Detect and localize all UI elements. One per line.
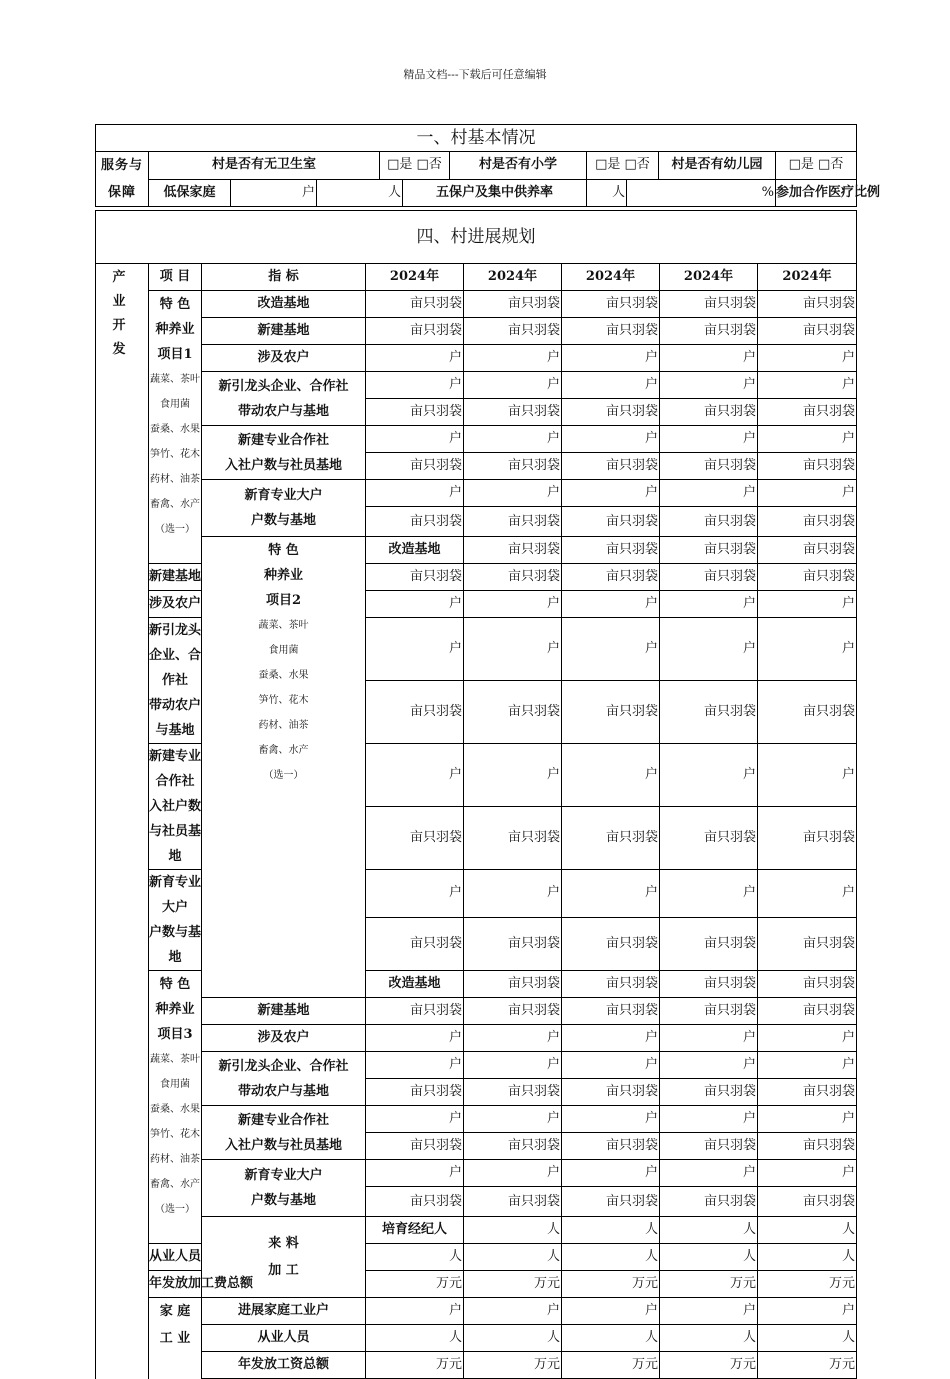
value-cell[interactable]: 亩只羽袋	[562, 1187, 660, 1217]
value-cell[interactable]: 万元	[660, 1352, 758, 1379]
page-header: 精品文档---下载后可任意编辑	[403, 68, 547, 81]
value-cell[interactable]: 人	[660, 1217, 758, 1244]
value-cell[interactable]: 人	[758, 1244, 857, 1271]
value-cell[interactable]: 亩只羽袋	[464, 1187, 562, 1217]
indicator-xinjian: 新建基地	[202, 318, 366, 345]
service-label: 服务与保障	[96, 152, 149, 207]
project-prefix: 特 色	[159, 297, 191, 312]
value-cell[interactable]: 户	[660, 1298, 758, 1325]
value-cell[interactable]: 人	[464, 1244, 562, 1271]
value-cell[interactable]: 户	[562, 591, 660, 618]
value-cell[interactable]: 户	[660, 1052, 758, 1079]
value-cell[interactable]: 亩只羽袋	[758, 917, 857, 970]
value-cell[interactable]: 户	[464, 591, 562, 618]
value-cell[interactable]: 亩只羽袋	[366, 681, 464, 744]
wubao-people[interactable]: 人	[587, 179, 627, 207]
project-category-text: 蚕桑、水果	[258, 670, 309, 681]
value-cell[interactable]: 户	[366, 744, 464, 807]
value-cell[interactable]: 户	[366, 345, 464, 372]
value-cell[interactable]: 亩只羽袋	[758, 1079, 857, 1106]
dibao-households[interactable]: 户	[231, 179, 317, 207]
indicator-column-header: 指 标	[202, 264, 366, 291]
value-cell[interactable]: 亩只羽袋	[464, 291, 562, 318]
value-cell[interactable]: 亩只羽袋	[758, 971, 857, 998]
value-cell[interactable]: 亩只羽袋	[464, 917, 562, 970]
value-cell[interactable]: 亩只羽袋	[366, 291, 464, 318]
value-cell[interactable]: 亩只羽袋	[464, 537, 562, 564]
value-cell[interactable]: 户	[366, 1298, 464, 1325]
value-cell[interactable]: 户	[758, 372, 857, 399]
value-cell[interactable]: 亩只羽袋	[562, 917, 660, 970]
value-cell[interactable]: 亩只羽袋	[366, 1079, 464, 1106]
value-cell[interactable]: 亩只羽袋	[366, 998, 464, 1025]
coop-medical-label: 参加合作医疗比例	[776, 179, 857, 207]
value-cell[interactable]: 亩只羽袋	[366, 507, 464, 537]
value-cell[interactable]: 户	[464, 1298, 562, 1325]
value-cell[interactable]: 亩只羽袋	[660, 1079, 758, 1106]
value-cell[interactable]: 户	[464, 345, 562, 372]
value-cell[interactable]: 亩只羽袋	[366, 1133, 464, 1160]
indicator-processing-fee: 年发放加工费总额	[149, 1271, 202, 1298]
value-cell[interactable]: 户	[758, 480, 857, 507]
value-cell[interactable]: 户	[464, 372, 562, 399]
project-category-text: 畜禽、水产	[258, 745, 309, 756]
value-cell[interactable]: 户	[366, 372, 464, 399]
project-category-text: （选一）	[263, 770, 304, 781]
value-cell[interactable]: 户	[464, 870, 562, 918]
value-cell[interactable]: 户	[660, 426, 758, 453]
value-cell[interactable]: 人	[464, 1325, 562, 1352]
value-cell[interactable]: 户	[660, 372, 758, 399]
value-cell[interactable]: 亩只羽袋	[660, 507, 758, 537]
value-cell[interactable]: 人	[366, 1325, 464, 1352]
clinic-question: 村是否有无卫生室	[149, 152, 380, 180]
value-cell[interactable]: 户	[758, 1025, 857, 1052]
project-category-text: 蔬菜、茶叶	[150, 374, 200, 385]
value-cell[interactable]: 亩只羽袋	[758, 453, 857, 480]
value-cell[interactable]: 亩只羽袋	[758, 807, 857, 870]
value-cell[interactable]: 亩只羽袋	[464, 507, 562, 537]
value-cell[interactable]: 户	[660, 870, 758, 918]
value-cell[interactable]: 亩只羽袋	[366, 453, 464, 480]
indicator-gaizao: 改造基地	[202, 291, 366, 318]
project-type: 种养业	[263, 568, 303, 583]
kindergarten-question: 村是否有幼儿园	[659, 152, 776, 180]
value-cell[interactable]: 亩只羽袋	[660, 537, 758, 564]
basic-section-title: 一、村基本情况	[96, 125, 857, 152]
value-cell[interactable]: 亩只羽袋	[660, 971, 758, 998]
value-cell[interactable]: 亩只羽袋	[660, 564, 758, 591]
value-cell[interactable]: 户	[758, 345, 857, 372]
value-cell[interactable]: 户	[464, 1025, 562, 1052]
value-cell[interactable]: 户	[758, 426, 857, 453]
value-cell[interactable]: 户	[758, 1052, 857, 1079]
value-cell[interactable]: 亩只羽袋	[758, 537, 857, 564]
value-cell[interactable]: 户	[758, 618, 857, 681]
value-cell[interactable]: 亩只羽袋	[464, 998, 562, 1025]
value-cell[interactable]: 户	[562, 480, 660, 507]
value-cell[interactable]: 亩只羽袋	[758, 681, 857, 744]
development-plan-table	[95, 210, 857, 1379]
project-category-text: 蔬菜、茶叶	[258, 620, 309, 631]
value-cell[interactable]: 户	[464, 1052, 562, 1079]
value-cell[interactable]: 人	[660, 1325, 758, 1352]
year-column-header: 2024年	[758, 264, 857, 291]
value-cell[interactable]: 人	[366, 1244, 464, 1271]
value-cell[interactable]: 万元	[464, 1352, 562, 1379]
laoliao-label: 来 料 加 工	[202, 1217, 366, 1298]
indicator-coop: 新建专业合作社 入社户数与社员基地	[202, 1106, 366, 1160]
indicator-xinjian: 新建基地	[149, 564, 202, 591]
jiating-label: 家 庭 工 业	[149, 1298, 202, 1379]
project-category-text: 笋竹、花木	[150, 449, 200, 460]
value-cell[interactable]: 万元	[562, 1271, 660, 1298]
value-cell[interactable]: 万元	[366, 1271, 464, 1298]
indicator-broker: 培育经纪人	[366, 1217, 464, 1244]
indicator-coop: 新建专业合作社 入社户数与社员基地	[202, 426, 366, 480]
project-category-text: （选一）	[155, 524, 195, 535]
value-cell[interactable]: 亩只羽袋	[758, 564, 857, 591]
value-cell[interactable]: 户	[660, 345, 758, 372]
value-cell[interactable]: 人	[660, 1244, 758, 1271]
value-cell[interactable]: 亩只羽袋	[562, 807, 660, 870]
school-question: 村是否有小学	[450, 152, 587, 180]
value-cell[interactable]: 户	[758, 1298, 857, 1325]
indicator-xinjian: 新建基地	[202, 998, 366, 1025]
value-cell[interactable]: 亩只羽袋	[660, 807, 758, 870]
value-cell[interactable]: 亩只羽袋	[562, 564, 660, 591]
dibao-people[interactable]: 人	[317, 179, 403, 207]
indicator-family-households: 进展家庭工业户	[202, 1298, 366, 1325]
value-cell[interactable]: 户	[660, 744, 758, 807]
value-cell[interactable]: 亩只羽袋	[758, 318, 857, 345]
project-name: 项目2	[265, 593, 302, 608]
value-cell[interactable]: 亩只羽袋	[366, 1187, 464, 1217]
value-cell[interactable]: 亩只羽袋	[660, 998, 758, 1025]
value-cell[interactable]: 亩只羽袋	[464, 399, 562, 426]
project-1-cell	[149, 291, 202, 564]
project-category-text: 蚕桑、水果	[150, 424, 200, 435]
value-cell[interactable]: 户	[464, 1160, 562, 1187]
value-cell[interactable]: 万元	[758, 1352, 857, 1379]
project-column-header: 项 目	[149, 264, 202, 291]
dibao-label: 低保家庭	[149, 179, 231, 207]
value-cell[interactable]: 人	[562, 1217, 660, 1244]
value-cell[interactable]: 户	[758, 870, 857, 918]
plan-section-title: 四、村进展规划	[96, 211, 857, 264]
project-category-text: 畜禽、水产	[150, 1179, 200, 1190]
value-cell[interactable]: 户	[758, 591, 857, 618]
value-cell[interactable]: 亩只羽袋	[366, 318, 464, 345]
value-cell[interactable]: 亩只羽袋	[464, 807, 562, 870]
value-cell[interactable]: 户	[758, 1160, 857, 1187]
value-cell[interactable]: 户	[660, 1106, 758, 1133]
value-cell[interactable]: 亩只羽袋	[562, 1133, 660, 1160]
value-cell[interactable]: 户	[758, 1106, 857, 1133]
school-yes-no[interactable]: □是 □否	[587, 152, 659, 180]
value-cell[interactable]: 亩只羽袋	[562, 507, 660, 537]
value-cell[interactable]: 户	[660, 1160, 758, 1187]
year-column-header: 2024年	[366, 264, 464, 291]
value-cell[interactable]: 亩只羽袋	[660, 1133, 758, 1160]
project-prefix: 特 色	[268, 543, 299, 558]
project-name: 项目1	[157, 347, 193, 362]
indicator-sheji: 涉及农户	[149, 591, 202, 618]
indicator-sheji: 涉及农户	[202, 1025, 366, 1052]
project-type: 种养业	[155, 322, 195, 337]
indicator-longtou: 新引龙头企业、合作社 带动农户与基地	[202, 1052, 366, 1106]
value-cell[interactable]: 人	[464, 1217, 562, 1244]
wubao-label: 五保户及集中供养率	[403, 179, 587, 207]
value-cell[interactable]: 亩只羽袋	[758, 998, 857, 1025]
value-cell[interactable]: 户	[562, 1025, 660, 1052]
value-cell[interactable]: 亩只羽袋	[660, 917, 758, 970]
value-cell[interactable]: 亩只羽袋	[660, 681, 758, 744]
value-cell[interactable]: 亩只羽袋	[562, 453, 660, 480]
project-category-text: （选一）	[155, 1204, 195, 1215]
value-cell[interactable]: 户	[366, 1160, 464, 1187]
value-cell[interactable]: 户	[562, 870, 660, 918]
value-cell[interactable]: 户	[562, 1106, 660, 1133]
value-cell[interactable]: 万元	[366, 1352, 464, 1379]
value-cell[interactable]: 户	[660, 618, 758, 681]
project-category-text: 蚕桑、水果	[150, 1104, 200, 1115]
basic-info-table	[95, 124, 881, 207]
project-2-cell	[202, 537, 366, 998]
industry-label: 产业开发	[96, 264, 149, 1379]
project-category-text: 药材、油茶	[150, 474, 200, 485]
value-cell[interactable]: 人	[562, 1244, 660, 1271]
value-cell[interactable]: 户	[758, 744, 857, 807]
value-cell[interactable]: 户	[562, 1298, 660, 1325]
value-cell[interactable]: 户	[366, 1025, 464, 1052]
project-category-text: 畜禽、水产	[150, 499, 200, 510]
value-cell[interactable]: 万元	[562, 1352, 660, 1379]
project-category-text: 食用菌	[160, 1079, 190, 1090]
project-category-text: 食用菌	[160, 399, 190, 410]
value-cell[interactable]: 亩只羽袋	[464, 1133, 562, 1160]
indicator-dahu: 新育专业大户 户数与基地	[202, 480, 366, 537]
year-column-header: 2024年	[562, 264, 660, 291]
value-cell[interactable]: 亩只羽袋	[660, 453, 758, 480]
indicator-longtou: 新引龙头企业、合作社 带动农户与基地	[202, 372, 366, 426]
value-cell[interactable]: 亩只羽袋	[660, 291, 758, 318]
value-cell[interactable]: 亩只羽袋	[562, 1079, 660, 1106]
value-cell[interactable]: 户	[660, 480, 758, 507]
project-type: 种养业	[155, 1002, 195, 1017]
project-category-text: 蔬菜、茶叶	[150, 1054, 200, 1065]
indicator-dahu: 新育专业大户 户数与基地	[202, 1160, 366, 1217]
value-cell[interactable]: 亩只羽袋	[660, 1187, 758, 1217]
indicator-longtou: 新引龙头企业、合作社 带动农户与基地	[149, 618, 202, 744]
value-cell[interactable]: 亩只羽袋	[562, 681, 660, 744]
wubao-rate[interactable]: %	[627, 179, 776, 207]
indicator-workers: 从业人员	[149, 1244, 202, 1271]
value-cell[interactable]: 户	[366, 618, 464, 681]
value-cell[interactable]: 户	[464, 744, 562, 807]
value-cell[interactable]: 亩只羽袋	[758, 399, 857, 426]
indicator-sheji: 涉及农户	[202, 345, 366, 372]
year-column-header: 2024年	[660, 264, 758, 291]
value-cell[interactable]: 人	[758, 1325, 857, 1352]
value-cell[interactable]: 亩只羽袋	[366, 399, 464, 426]
indicator-family-workers: 从业人员	[202, 1325, 366, 1352]
value-cell[interactable]: 户	[366, 480, 464, 507]
clinic-yes-no[interactable]: □是 □否	[380, 152, 450, 180]
value-cell[interactable]: 亩只羽袋	[562, 537, 660, 564]
indicator-wages: 年发放工资总额	[202, 1352, 366, 1379]
value-cell[interactable]: 户	[562, 426, 660, 453]
value-cell[interactable]: 亩只羽袋	[660, 318, 758, 345]
project-category-text: 药材、油茶	[150, 1154, 200, 1165]
value-cell[interactable]: 亩只羽袋	[464, 681, 562, 744]
value-cell[interactable]: 亩只羽袋	[464, 318, 562, 345]
value-cell[interactable]: 户	[464, 1106, 562, 1133]
value-cell[interactable]: 户	[464, 426, 562, 453]
value-cell[interactable]: 万元	[660, 1271, 758, 1298]
value-cell[interactable]: 亩只羽袋	[562, 399, 660, 426]
indicator-gaizao: 改造基地	[366, 971, 464, 998]
value-cell[interactable]: 户	[562, 1160, 660, 1187]
value-cell[interactable]: 人	[758, 1217, 857, 1244]
value-cell[interactable]: 户	[366, 870, 464, 918]
value-cell[interactable]: 亩只羽袋	[464, 453, 562, 480]
indicator-gaizao: 改造基地	[366, 537, 464, 564]
value-cell[interactable]: 亩只羽袋	[366, 917, 464, 970]
value-cell[interactable]: 亩只羽袋	[758, 507, 857, 537]
value-cell[interactable]: 户	[562, 744, 660, 807]
value-cell[interactable]: 户	[464, 618, 562, 681]
value-cell[interactable]: 亩只羽袋	[464, 564, 562, 591]
value-cell[interactable]: 亩只羽袋	[366, 807, 464, 870]
year-column-header: 2024年	[464, 264, 562, 291]
value-cell[interactable]: 户	[464, 480, 562, 507]
value-cell[interactable]: 户	[366, 1106, 464, 1133]
value-cell[interactable]: 万元	[464, 1271, 562, 1298]
project-category-text: 药材、油茶	[258, 720, 309, 731]
value-cell[interactable]: 亩只羽袋	[464, 1079, 562, 1106]
value-cell[interactable]: 户	[562, 618, 660, 681]
project-category-text: 食用菌	[268, 645, 299, 656]
value-cell[interactable]: 户	[562, 372, 660, 399]
value-cell[interactable]: 亩只羽袋	[562, 291, 660, 318]
value-cell[interactable]: 人	[562, 1325, 660, 1352]
project-category-text: 笋竹、花木	[258, 695, 309, 706]
value-cell[interactable]: 户	[562, 345, 660, 372]
value-cell[interactable]: 亩只羽袋	[758, 1187, 857, 1217]
value-cell[interactable]: 亩只羽袋	[660, 399, 758, 426]
value-cell[interactable]: 户	[366, 591, 464, 618]
indicator-dahu: 新育专业大户 户数与基地	[149, 870, 202, 971]
project-3-cell	[149, 971, 202, 1244]
project-name: 项目3	[157, 1027, 193, 1042]
kindergarten-yes-no[interactable]: □是 □否	[776, 152, 857, 180]
value-cell[interactable]: 万元	[758, 1271, 857, 1298]
value-cell[interactable]: 户	[562, 1052, 660, 1079]
indicator-coop: 新建专业合作社 入社户数与社员基地	[149, 744, 202, 870]
project-prefix: 特 色	[159, 977, 191, 992]
value-cell[interactable]: 亩只羽袋	[758, 291, 857, 318]
value-cell[interactable]: 亩只羽袋	[758, 1133, 857, 1160]
value-cell[interactable]: 户	[366, 1052, 464, 1079]
value-cell[interactable]: 户	[660, 1025, 758, 1052]
value-cell[interactable]: 亩只羽袋	[366, 564, 464, 591]
value-cell[interactable]: 户	[660, 591, 758, 618]
value-cell[interactable]: 亩只羽袋	[562, 971, 660, 998]
value-cell[interactable]: 亩只羽袋	[562, 318, 660, 345]
project-category-text: 笋竹、花木	[150, 1129, 200, 1140]
value-cell[interactable]: 亩只羽袋	[464, 971, 562, 998]
value-cell[interactable]: 亩只羽袋	[562, 998, 660, 1025]
value-cell[interactable]: 户	[366, 426, 464, 453]
